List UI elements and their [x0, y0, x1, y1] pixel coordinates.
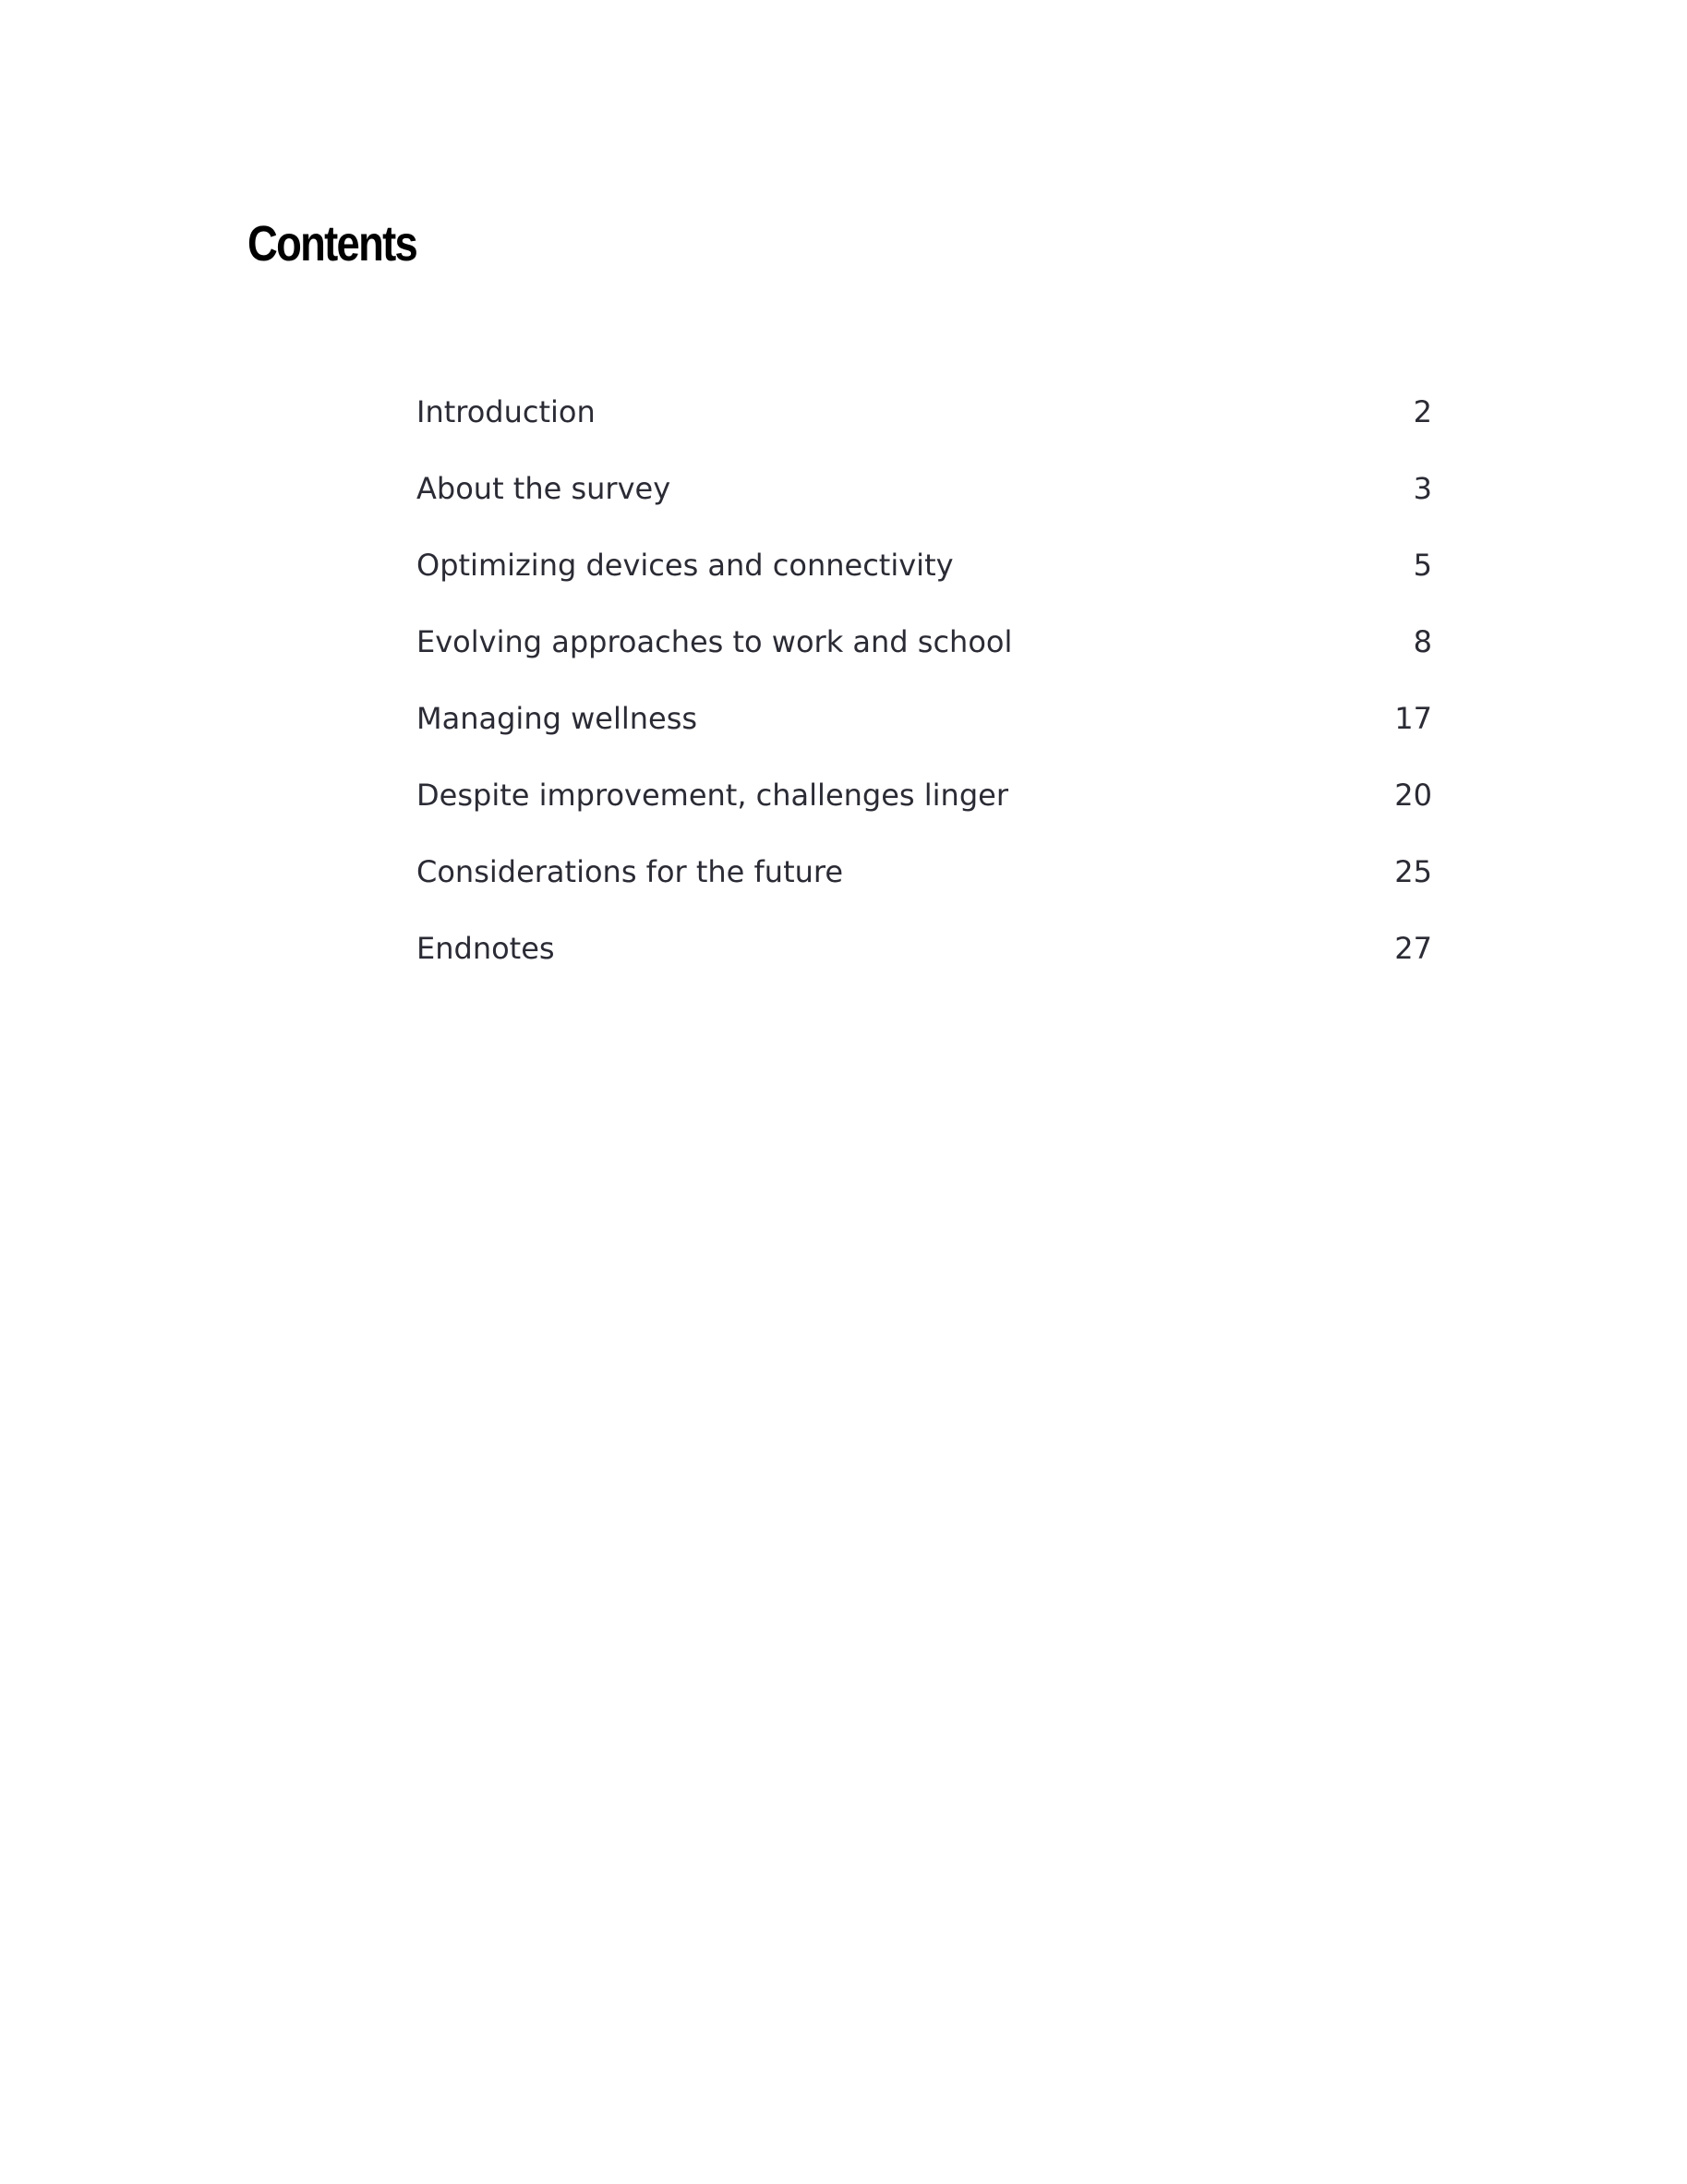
toc-entry-page-number: 5	[1413, 547, 1432, 583]
toc-entry-page-number: 25	[1394, 853, 1432, 889]
toc-entry-page-number: 17	[1394, 700, 1432, 736]
toc-entry-label: Introduction	[416, 393, 596, 429]
toc-entry-page-number: 27	[1394, 930, 1432, 966]
toc-entry-introduction[interactable]	[416, 373, 1432, 450]
toc-entry-optimizing-devices[interactable]	[416, 526, 1432, 603]
toc-entry-endnotes[interactable]	[416, 910, 1432, 986]
toc-entry-label: Evolving approaches to work and school	[416, 623, 1013, 659]
toc-entry-about-the-survey[interactable]	[416, 450, 1432, 526]
toc-entry-managing-wellness[interactable]	[416, 680, 1432, 756]
toc-entry-label: Despite improvement, challenges linger	[416, 777, 1008, 813]
toc-entry-label: Endnotes	[416, 930, 555, 966]
toc-entry-page-number: 20	[1394, 777, 1432, 813]
table-of-contents	[416, 373, 1432, 986]
toc-entry-label: Considerations for the future	[416, 853, 844, 889]
toc-entry-page-number: 2	[1413, 393, 1432, 429]
toc-entry-label: Managing wellness	[416, 700, 698, 736]
toc-entry-considerations[interactable]	[416, 833, 1432, 910]
toc-entry-label: Optimizing devices and connectivity	[416, 547, 954, 583]
toc-entry-evolving-approaches[interactable]	[416, 603, 1432, 680]
toc-entry-page-number: 8	[1413, 623, 1432, 659]
toc-entry-challenges-linger[interactable]	[416, 756, 1432, 833]
page-title: Contents	[247, 216, 417, 271]
toc-entry-page-number: 3	[1413, 470, 1432, 506]
toc-entry-label: About the survey	[416, 470, 671, 506]
